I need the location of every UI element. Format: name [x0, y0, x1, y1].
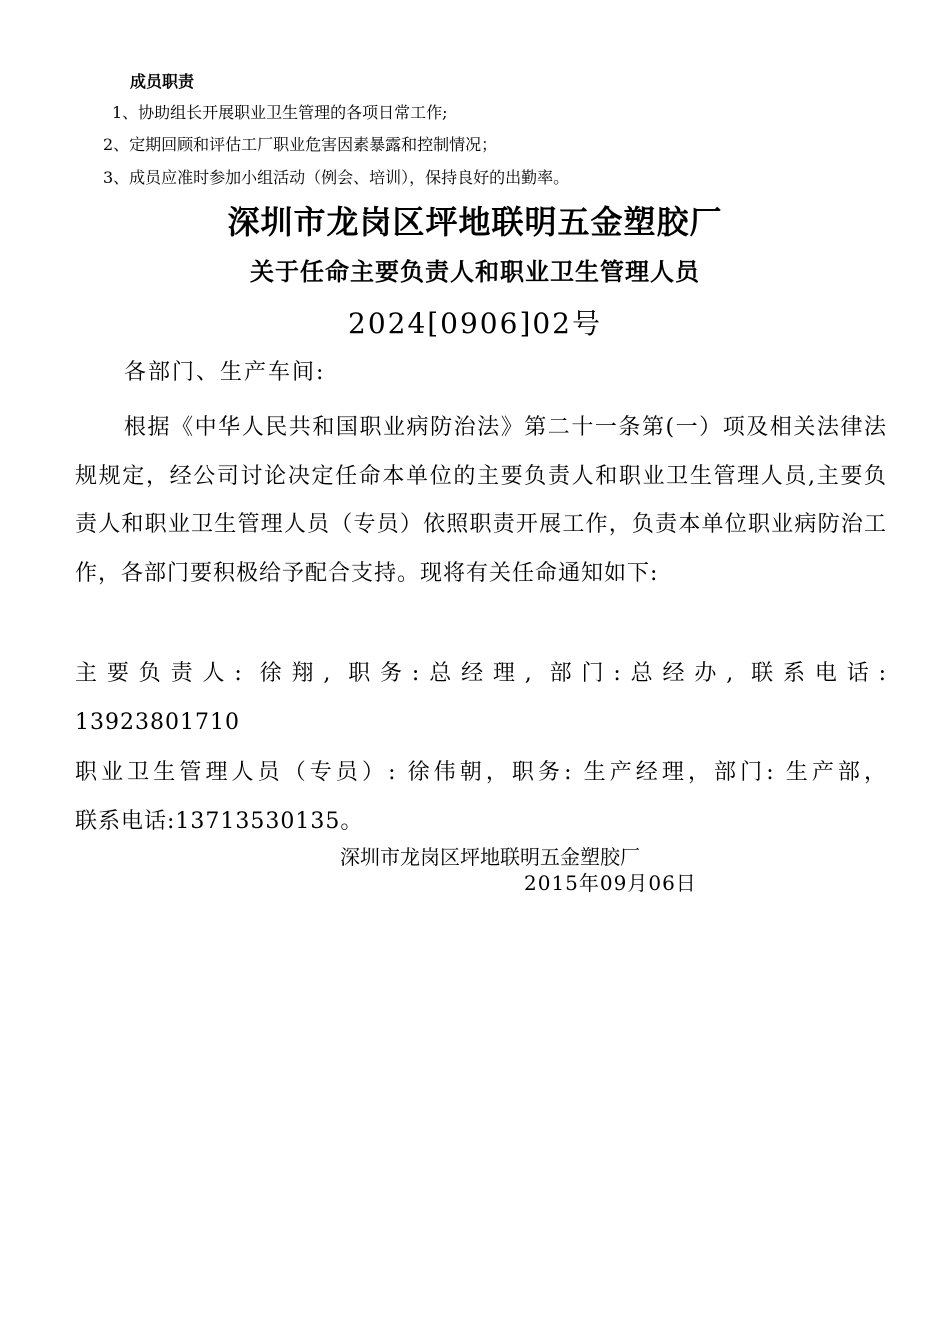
health-manager-contact-phone: 联系电话:13713530135。: [75, 809, 364, 834]
document-number: 2024[0906]02号: [348, 307, 602, 340]
member-duties-title: 成员职责: [130, 72, 195, 91]
notice-title: 关于任命主要负责人和职业卫生管理人员: [250, 258, 700, 286]
salutation: 各部门、生产车间:: [124, 360, 326, 385]
member-duty-item: 2、定期回顾和评估工厂职业危害因素暴露和控制情况；: [103, 135, 498, 154]
member-duty-item: 3、成员应准时参加小组活动（例会、培训），保持良好的出勤率。: [103, 168, 570, 187]
signature-date: 2015年09月06日: [524, 871, 697, 895]
principal-contact-phone: 13923801710: [75, 710, 240, 735]
notice-body: 根据《中华人民共和国职业病防治法》第二十一条第(一）项及相关法律法规规定，经公司讨论决定任命本单位的主要负责人和职业卫生管理人员,主要负责人和职业卫生管理人员（专员）依照职责开展工作，负责本单位职业病防治工作，各部门要积极给予配合支持。现将有关任命通知如下:: [75, 415, 887, 586]
signature-company: 深圳市龙岗区坪地联明五金塑胶厂: [340, 845, 640, 869]
principal-contact-line: 主要负责人: 徐翔, 职务:总经理, 部门:总经办, 联系电话:: [75, 661, 887, 686]
company-title: 深圳市龙岗区坪地联明五金塑胶厂: [227, 203, 723, 241]
health-manager-contact-line: 职业卫生管理人员（专员）: 徐伟朝，职务: 生产经理，部门: 生产部，: [75, 760, 887, 785]
member-duty-item: 1、协助组长开展职业卫生管理的各项日常工作;: [112, 103, 448, 122]
